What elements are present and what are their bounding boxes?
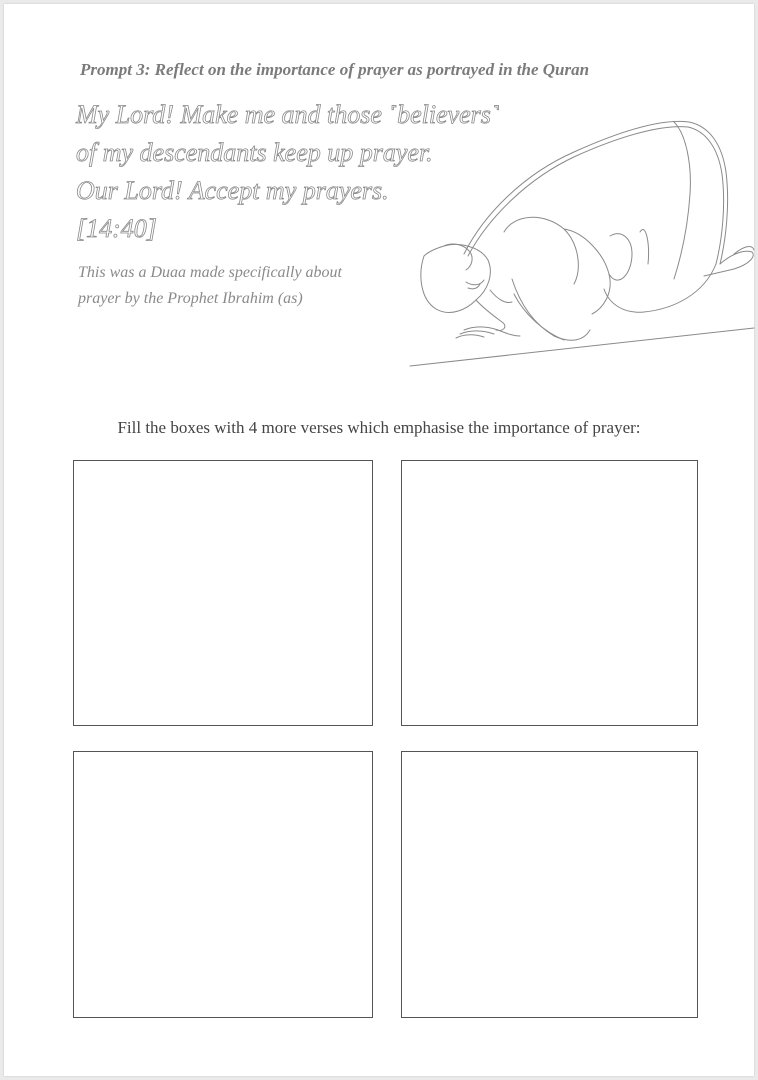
praying-person-icon [404,104,756,376]
verse-reference: [14:40] [76,214,157,243]
worksheet-page [4,4,754,1076]
verse-box-3[interactable] [73,751,373,1018]
verse-line: My Lord! Make me and those ˹believers˺ [76,100,500,129]
verse-box-4[interactable] [401,751,698,1018]
note-line: This was a Duaa made specifically about [78,264,342,281]
verse-line: of my descendants keep up prayer. [76,138,433,167]
instruction-text: Fill the boxes with 4 more verses which emphasise the importance of prayer: [117,418,641,437]
verse-box-2[interactable] [401,460,698,726]
verse-line: Our Lord! Accept my prayers. [76,176,389,205]
prompt-title: Prompt 3: Reflect on the importance of prayer as portrayed in the Quran [80,60,590,79]
duaa-note [78,260,342,312]
verse-box-1[interactable] [73,460,373,726]
note-line: prayer by the Prophet Ibrahim (as) [78,290,303,307]
